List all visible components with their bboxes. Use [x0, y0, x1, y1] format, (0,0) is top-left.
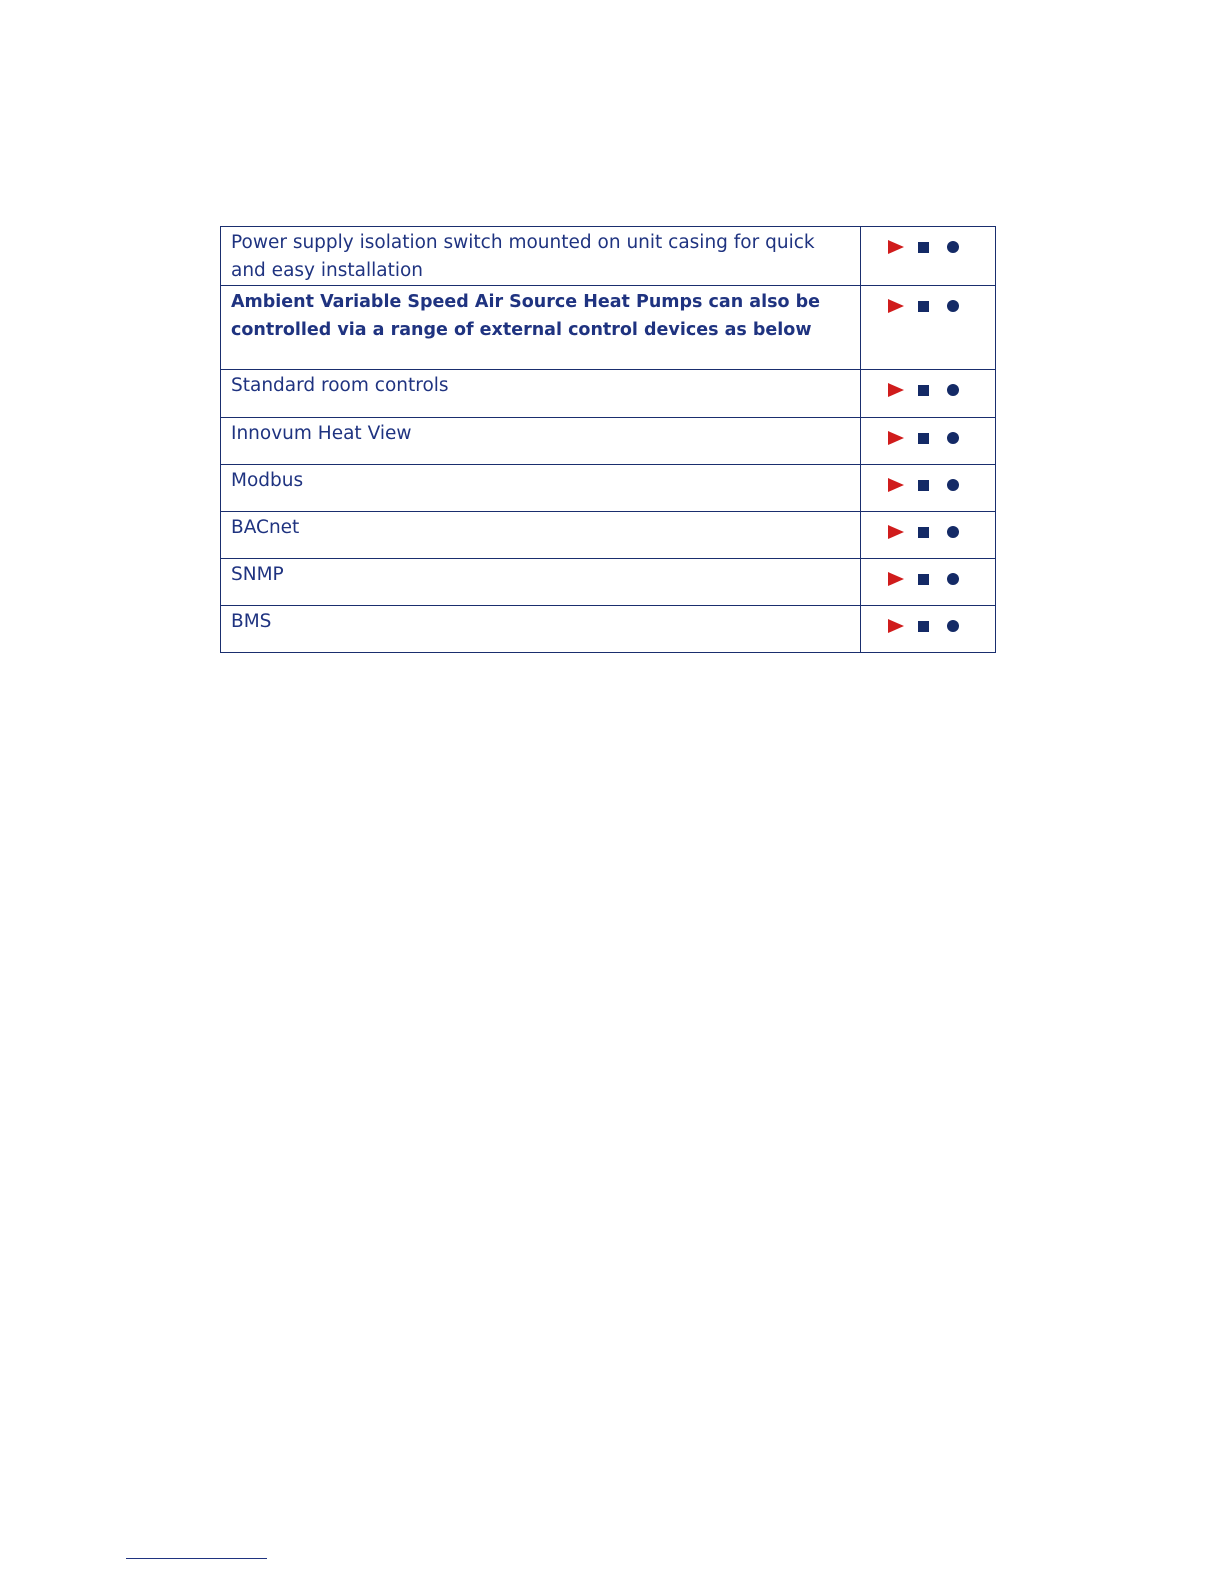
table-row [221, 286, 996, 370]
red-triangle-icon [888, 619, 904, 633]
navy-square-icon [918, 433, 929, 444]
navy-dot-icon [947, 241, 959, 253]
row-symbols [861, 559, 996, 606]
navy-dot-icon [947, 432, 959, 444]
table-row [221, 606, 996, 653]
navy-square-icon [918, 242, 929, 253]
row-symbols [861, 512, 996, 559]
red-triangle-icon [888, 572, 904, 586]
red-triangle-icon [888, 299, 904, 313]
row-description: BACnet [221, 512, 861, 559]
navy-square-icon [918, 301, 929, 312]
row-symbols [861, 465, 996, 512]
row-symbols [861, 286, 996, 370]
navy-dot-icon [947, 526, 959, 538]
red-triangle-icon [888, 240, 904, 254]
row-description: BMS [221, 606, 861, 653]
navy-dot-icon [947, 384, 959, 396]
navy-square-icon [918, 480, 929, 491]
navy-dot-icon [947, 300, 959, 312]
navy-dot-icon [947, 479, 959, 491]
table-row [221, 512, 996, 559]
table-row [221, 559, 996, 606]
row-symbols [861, 227, 996, 286]
table-row [221, 465, 996, 512]
row-symbols [861, 418, 996, 465]
navy-square-icon [918, 527, 929, 538]
navy-square-icon [918, 385, 929, 396]
row-description: Modbus [221, 465, 861, 512]
table-row [221, 418, 996, 465]
row-symbols [861, 606, 996, 653]
footnote-separator [126, 1558, 267, 1559]
red-triangle-icon [888, 478, 904, 492]
row-description: SNMP [221, 559, 861, 606]
navy-square-icon [918, 574, 929, 585]
navy-dot-icon [947, 620, 959, 632]
row-description: Ambient Variable Speed Air Source Heat Pumps can also be controlled via a range of external control devices as below [221, 286, 861, 370]
table-row [221, 370, 996, 418]
navy-square-icon [918, 621, 929, 632]
red-triangle-icon [888, 383, 904, 397]
navy-dot-icon [947, 573, 959, 585]
red-triangle-icon [888, 525, 904, 539]
row-description: Power supply isolation switch mounted on unit casing for quick and easy installation [221, 227, 861, 286]
row-description: Standard room controls [221, 370, 861, 418]
row-description: Innovum Heat View [221, 418, 861, 465]
row-symbols [861, 370, 996, 418]
red-triangle-icon [888, 431, 904, 445]
feature-table [220, 226, 996, 653]
table-row [221, 227, 996, 286]
